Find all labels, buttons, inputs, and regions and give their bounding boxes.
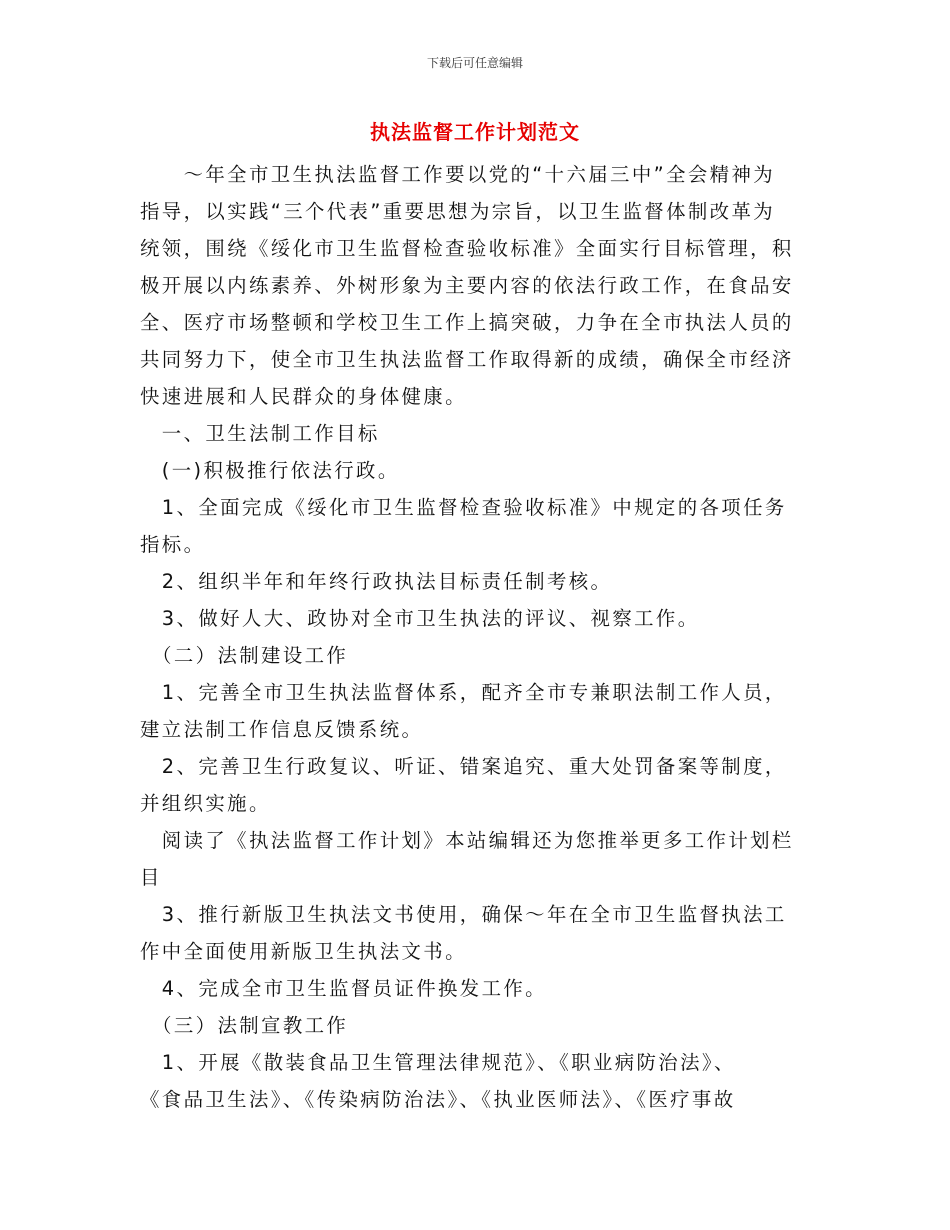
text-line: 阅读了《执法监督工作计划》本站编辑还为您推举更多工作计划栏: [140, 829, 794, 852]
text-line: 统领，围绕《绥化市卫生监督检查验收标准》全面实行目标管理，积: [140, 237, 794, 260]
document-body: [140, 156, 812, 1118]
text-line: 2、组织半年和年终行政执法目标责任制考核。: [140, 570, 613, 593]
text-line: 快速进展和人民群众的身体健康。: [140, 385, 467, 408]
text-line: 《食品卫生法》、《传染病防治法》、《执业医师法》、《医疗事故: [140, 1088, 736, 1111]
text-line: 全、医疗市场整顿和学校卫生工作上搞突破，力争在全市执法人员的: [140, 311, 794, 334]
text-line: 指标。: [140, 533, 206, 556]
text-line: ～年全市卫生执法监督工作要以党的“十六届三中”全会精神为: [140, 163, 776, 186]
header-note: 下载后可任意编辑: [426, 56, 523, 70]
section-heading: 一、卫生法制工作目标: [140, 422, 380, 445]
text-line: 1、完善全市卫生执法监督体系，配齐全市专兼职法制工作人员，: [140, 681, 787, 704]
text-line: 4、完成全市卫生监督员证件换发工作。: [140, 977, 547, 1000]
subsection-heading: （三）法制宣教工作: [140, 1014, 349, 1037]
text-line: 3、做好人大、政协对全市卫生执法的评议、视察工作。: [140, 607, 700, 630]
text-line: 作中全面使用新版卫生执法文书。: [140, 940, 467, 963]
text-line: 指导，以实践“三个代表”重要思想为宗旨，以卫生监督体制改革为: [140, 200, 776, 223]
text-line: 建立法制工作信息反馈系统。: [140, 718, 424, 741]
document-title: 执法监督工作计划范文: [370, 120, 580, 144]
text-line: 1、开展《散装食品卫生管理法律规范》、《职业病防治法》、: [140, 1051, 736, 1074]
text-line: 目: [140, 866, 162, 889]
text-line: 共同努力下，使全市卫生执法监督工作取得新的成绩，确保全市经济: [140, 348, 794, 371]
text-line: 2、完善卫生行政复议、听证、错案追究、重大处罚备案等制度，: [140, 755, 787, 778]
text-line: 并组织实施。: [140, 792, 271, 815]
text-line: 极开展以内练素养、外树形象为主要内容的依法行政工作，在食品安: [140, 274, 794, 297]
text-line: 1、全面完成《绥化市卫生监督检查验收标准》中规定的各项任务: [140, 496, 787, 519]
subsection-heading: (一)积极推行依法行政。: [140, 459, 400, 482]
text-line: 3、推行新版卫生执法文书使用，确保～年在全市卫生监督执法工: [140, 903, 787, 926]
subsection-heading: （二）法制建设工作: [140, 644, 349, 667]
